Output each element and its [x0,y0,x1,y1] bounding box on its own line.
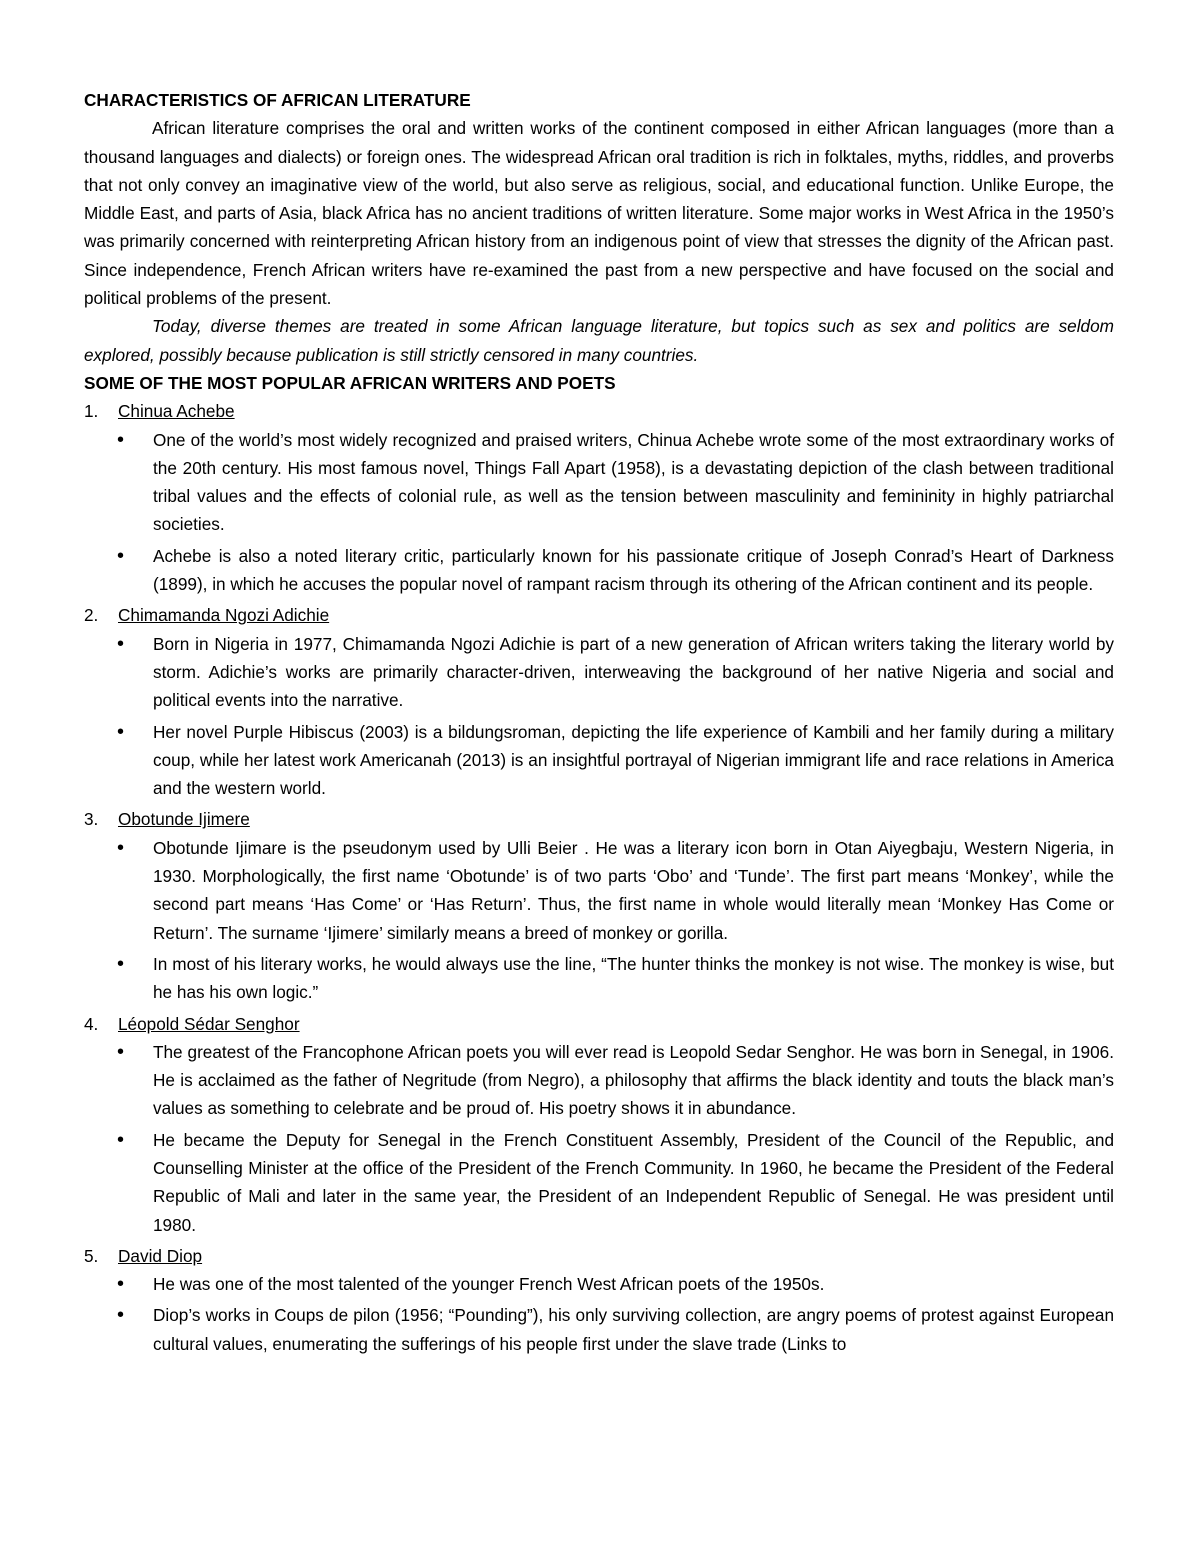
writer-heading [84,1242,1114,1270]
writer-points [84,630,1114,803]
bullet-point: • Obotunde Ijimare is the pseudonym used by Ulli Beier . He was a literary icon born in Otan Aiyegbaju, Western Nigeria, in 1930. Morphologically, the first name ‘Obotunde’ is of two parts ‘Obo’ and ‘Tunde’. The first part means ‘Monkey’, while the second part means ‘Has Come’ or ‘Has Return’. Thus, the first name in whole would literally mean ‘Monkey Has Come or Return’. The surname ‘Ijimere’ similarly means a breed of monkey or gorilla. [153,834,1114,947]
bullet-point: • Achebe is also a noted literary critic, particularly known for his passionate critique of Joseph Conrad’s Heart of Darkness (1899), in which he accuses the popular novel of rampant racism through its othering of the African continent and its people. [153,542,1114,599]
section-heading: SOME OF THE MOST POPULAR AFRICAN WRITERS AND POETS [84,372,616,393]
bullet-point: • In most of his literary works, he would always use the line, “The hunter thinks the monkey is not wise. The monkey is wise, but he has his own logic.” [153,950,1114,1007]
writer-name: David Diop [118,1245,203,1266]
writer-number: 3. [84,809,99,830]
writer-number: 4. [84,1013,99,1034]
bullet-point: • Her novel Purple Hibiscus (2003) is a bildungsroman, depicting the life experience of Kambili and her family during a military coup, while her latest work Americanah (2013) is an insightful portrayal of Nigerian immigrant life and race relations in America and the western world. [153,718,1114,803]
bullet-point: • One of the world’s most widely recognized and praised writers, Chinua Achebe wrote some of the most extraordinary works of the 20th century. His most famous novel, Things Fall Apart (1958), is a devastating depiction of the clash between traditional tribal values and the effects of colonial rule, as well as the tension between masculinity and femininity in highly patriarchal societies. [153,426,1114,539]
writer-name: Obotunde Ijimere [118,809,250,830]
writer-name: Chinua Achebe [118,401,235,422]
writer-entry [84,1242,1114,1358]
bullet-point: • He was one of the most talented of the younger French West African poets of the 1950s. [153,1270,1114,1298]
writer-name: Chimamanda Ngozi Adichie [118,605,330,626]
writer-points [84,426,1114,599]
writer-number: 2. [84,605,99,626]
writer-points [84,1270,1114,1358]
writer-entry [84,601,1114,802]
writer-entry [84,397,1114,598]
intro-paragraph: Today, diverse themes are treated in some African language literature, but topics such as sex and politics are seldom explored, possibly because publication is still strictly censored in many countries. [84,316,1114,365]
writer-points [84,834,1114,1007]
writer-name: Léopold Sédar Senghor [118,1013,300,1034]
writer-heading [84,805,1114,833]
writer-heading [84,1010,1114,1038]
bullet-point: • The greatest of the Francophone African poets you will ever read is Leopold Sedar Senghor. He was born in Senegal, in 1906. He is acclaimed as the father of Negritude (from Negro), a philosophy that affirms the black identity and touts the black man’s values as something to celebrate and be proud of. His poetry shows it in abundance. [153,1038,1114,1123]
writer-entry [84,805,1114,1006]
writer-heading [84,397,1114,425]
bullet-point: • Born in Nigeria in 1977, Chimamanda Ngozi Adichie is part of a new generation of African writers taking the literary world by storm. Adichie’s works are primarily character-driven, interweaving the background of her native Nigeria and social and political events into the narrative. [153,630,1114,715]
document-title: CHARACTERISTICS OF AFRICAN LITERATURE [84,90,471,110]
writers-list [84,397,1114,1358]
writer-number: 5. [84,1245,99,1266]
bullet-point: • Diop’s works in Coups de pilon (1956; “Pounding”), his only surviving collection, are angry poems of protest against European cultural values, enumerating the sufferings of his people first under the slave trade (Links to [153,1301,1114,1358]
writer-heading [84,601,1114,629]
writer-number: 1. [84,401,99,422]
intro-paragraph: African literature comprises the oral and written works of the continent composed in either African languages (more than a thousand languages and dialects) or foreign ones. The widespread African oral tradition is rich in folktales, myths, riddles, and proverbs that not only convey an imaginative view of the world, but also serve as religious, social, and educational function. Unlike Europe, the Middle East, and parts of Asia, black Africa has no ancient traditions of written literature. Some major works in West Africa in the 1950’s was primarily concerned with reinterpreting African history from an indigenous point of view that stresses the dignity of the African past. Since independence, French African writers have re-examined the past from a new perspective and have focused on the social and political problems of the present. [84,118,1114,309]
writer-entry [84,1010,1114,1239]
writer-points [84,1038,1114,1239]
intro-section [84,114,1114,369]
bullet-point: • He became the Deputy for Senegal in the French Constituent Assembly, President of the Council of the Republic, and Counselling Minister at the office of the President of the French Community. In 1960, he became the President of the Federal Republic of Mali and later in the same year, the President of an Independent Republic of Senegal. He was president until 1980. [153,1126,1114,1239]
